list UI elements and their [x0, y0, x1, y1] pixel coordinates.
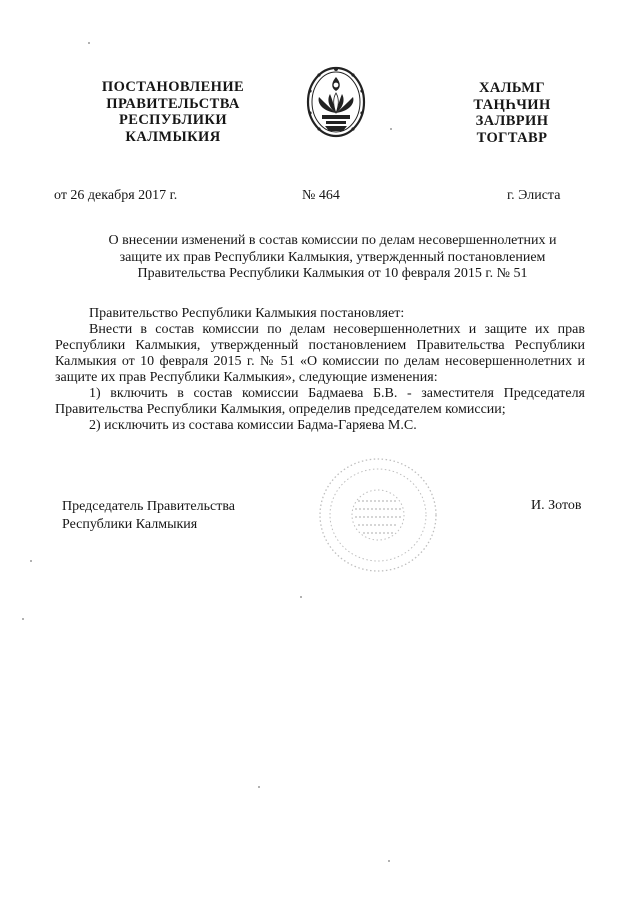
signatory-position: Председатель Правительства Республики Калмыкия: [62, 499, 235, 532]
scan-speck: [388, 860, 390, 862]
document-city: г. Элиста: [507, 188, 561, 203]
list-item-2: 2) исключить из состава комиссии Бадма-Гаряева М.С.: [89, 418, 417, 433]
list-item-1: 1) включить в состав комиссии Бадмаева Б.В. - заместителя Председателя Правительства Республики Калмыкия, определив председателем комиссии;: [55, 386, 585, 417]
scan-speck: [30, 560, 32, 562]
scan-speck: [22, 618, 24, 620]
document-title: О внесении изменений в состав комиссии по делам несовершеннолетних и защите их прав Республики Калмыкия, утвержденный постановлением Правительства Республики Калмыкия от 10 февраля 2015 г. № 51: [108, 233, 557, 281]
intro-paragraph: Правительство Республики Калмыкия постановляет:: [89, 306, 405, 321]
main-paragraph: Внести в состав комиссии по делам несовершеннолетних и защите их прав Республики Калмыкия, утвержденный постановлением Правительства Республики Калмыкия от 10 февраля 2015 г. № 51 «О комиссии по делам несовершеннолетних и защите их прав Республики Калмыкия», следующие изменения:: [55, 322, 585, 385]
document-number: № 464: [302, 188, 340, 203]
signatory-name: И. Зотов: [531, 498, 582, 513]
scan-speck: [300, 596, 302, 598]
scan-speck: [390, 128, 392, 130]
issuer-title-kalmyk: ХАЛЬМГ ТАҢҺЧИН ЗАЛВРИН ТОГТАВР: [473, 80, 551, 146]
issuer-title-russian: ПОСТАНОВЛЕНИЕ ПРАВИТЕЛЬСТВА РЕСПУБЛИКИ КАЛМЫКИЯ: [101, 79, 245, 145]
scan-speck: [258, 786, 260, 788]
scan-speck: [88, 42, 90, 44]
document-date: от 26 декабря 2017 г.: [54, 188, 178, 203]
kalmykia-coat-of-arms-icon: [305, 63, 367, 139]
document-body: [55, 306, 585, 434]
official-seal-stamp-icon: [303, 453, 453, 578]
